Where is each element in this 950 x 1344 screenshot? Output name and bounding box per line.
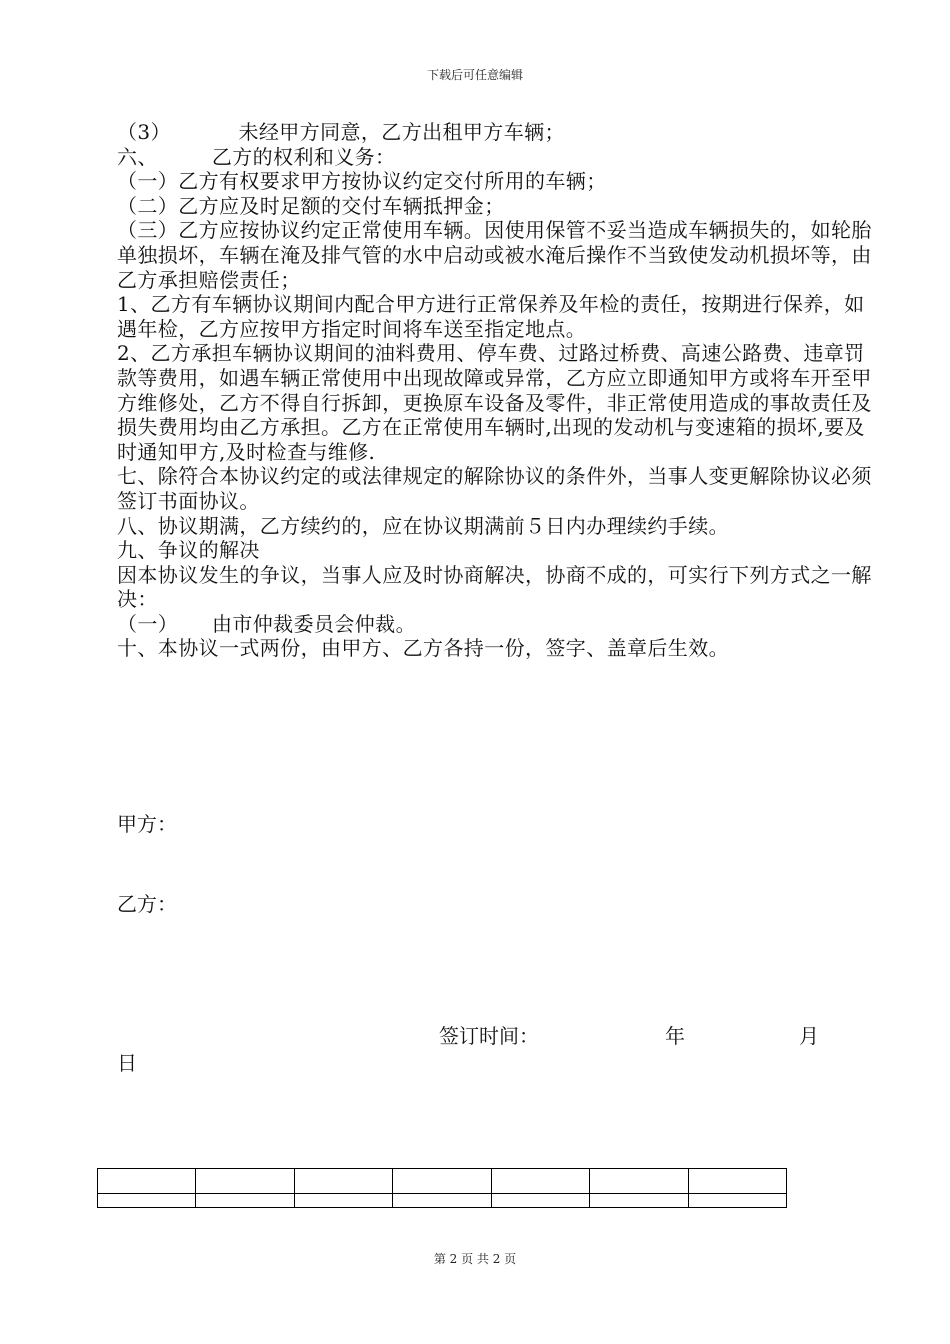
party-a-label: 甲方： [117, 812, 177, 836]
clause-6-1: （一）乙方有权要求甲方按协议约定交付所用的车辆； [117, 169, 607, 194]
table-cell [688, 1194, 786, 1208]
clause-6-2: （二）乙方应及时足额的交付车辆抵押金； [117, 193, 505, 218]
clause-item-1: 1、乙方有车辆协议期间内配合甲方进行正常保养及年检的责任，按期进行保养，如遇年检，乙方应按甲方指定时间将车送至指定地点。 [117, 292, 865, 341]
clause-3-no-sublease: （3） 未经甲方同意，乙方出租甲方车辆； [117, 120, 565, 144]
table-cell [393, 1194, 491, 1208]
month-label: 月 [799, 1024, 819, 1048]
section-9-option-1: （一） 由市仲裁委员会仲裁。 [117, 611, 416, 636]
table-cell [590, 1169, 688, 1194]
party-b-label: 乙方： [117, 892, 177, 916]
table-cell [393, 1169, 491, 1194]
table-cell [98, 1194, 196, 1208]
table-row [98, 1194, 787, 1208]
clause-6-3: （三）乙方应按协议约定正常使用车辆。因使用保管不妥当造成车辆损失的，如轮胎单独损坏，车辆在淹及排气管的水中启动或被水淹后操作不当致使发动机损坏等，由乙方承担赔偿责任； [117, 218, 872, 292]
signing-date-label: 签订时间： [439, 1024, 539, 1048]
table-cell [196, 1169, 294, 1194]
table-cell [294, 1169, 392, 1194]
section-9-text: 因本协议发生的争议，当事人应及时协商解决，协商不成的，可实行下列方式之一解决： [117, 562, 872, 612]
clause-item-2: 2、乙方承担车辆协议期间的油料费用、停车费、过路过桥费、高速公路费、违章罚款等费用，如遇车辆正常使用中出现故障或异常，乙方应立即通知甲方或将车开至甲方维修处，乙方不得自行拆卸，更换原车设备及零件，非正常使用造成的事故责任及损失费用均由乙方承担。乙方在正常使用车辆时,出现的发动机与变速箱的损坏,要及时通知甲方,及时检查与维修. [117, 341, 872, 464]
table-cell [98, 1169, 196, 1194]
section-6-heading: 六、 乙方的权利和义务： [117, 144, 396, 169]
table-cell [196, 1194, 294, 1208]
year-label: 年 [665, 1024, 685, 1048]
table-cell [294, 1194, 392, 1208]
table-row [98, 1169, 787, 1194]
day-label: 日 [117, 1051, 137, 1075]
table-cell [590, 1194, 688, 1208]
table-cell [491, 1169, 589, 1194]
page-number: 第 2 页 共 2 页 [433, 1252, 517, 1266]
section-10: 十、本协议一式两份，由甲方、乙方各持一份，签字、盖章后生效。 [117, 636, 729, 661]
table-cell [688, 1169, 786, 1194]
header-note: 下载后可任意编辑 [426, 68, 523, 82]
signing-date-line [117, 1020, 837, 1080]
section-9-heading: 九、争议的解决 [117, 538, 260, 563]
section-7: 七、除符合本协议约定的或法律规定的解除协议的条件外，当事人变更解除协议必须签订书面协议。 [117, 464, 872, 513]
footer-grid-table [97, 1168, 787, 1208]
agreement-body [117, 120, 877, 661]
table-cell [491, 1194, 589, 1208]
section-8: 八、协议期满，乙方续约的，应在协议期满前５日内办理续约手续。 [117, 513, 729, 538]
